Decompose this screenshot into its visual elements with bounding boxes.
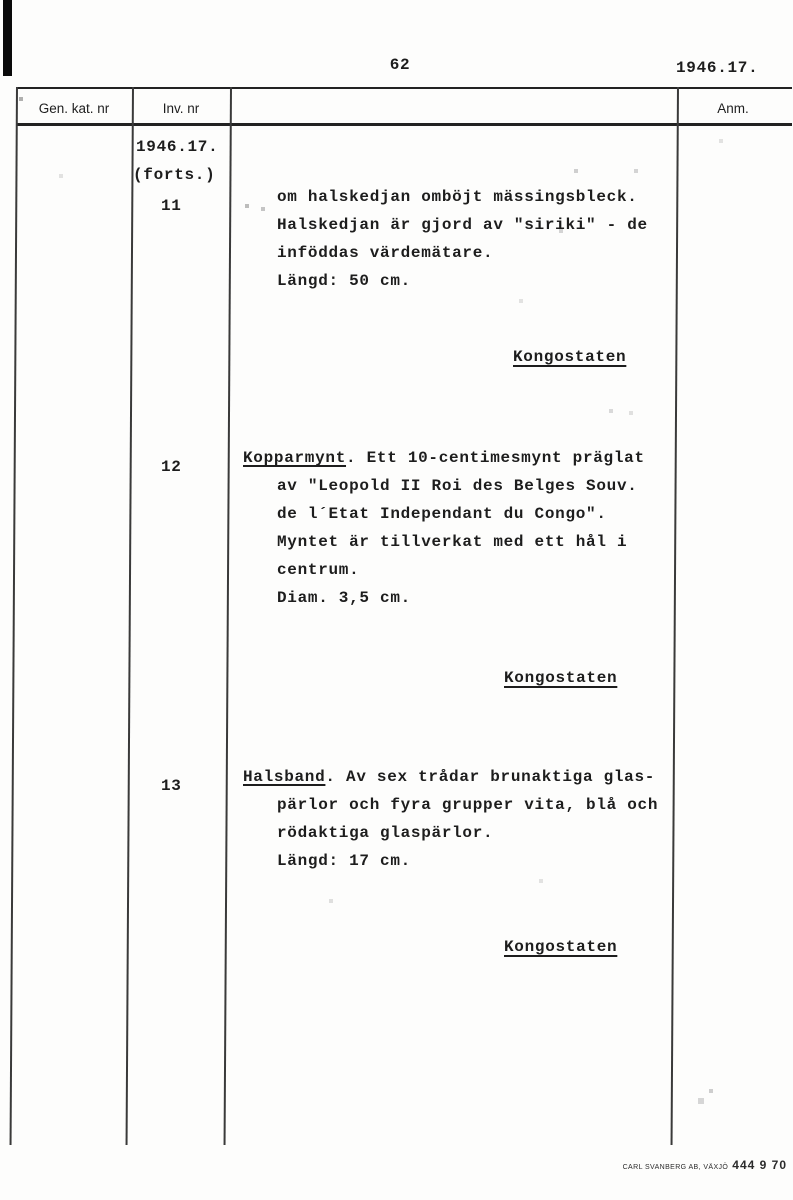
column-divider-gen-inv (126, 87, 134, 1145)
column-header-inv-nr: Inv. nr (162, 101, 200, 116)
entry-11-line: Halskedjan är gjord av "siriki" - de (277, 216, 648, 234)
table-left-border (10, 87, 18, 1145)
entry-12-line: Myntet är tillverkat med ett hål i (277, 533, 628, 551)
inv-column-catalog-ref: 1946.17. (136, 138, 219, 156)
entry-12-line: centrum. (277, 561, 360, 579)
entry-12-line: de l´Etat Independant du Congo". (277, 505, 607, 523)
inv-column-continuation: (forts.) (133, 166, 216, 184)
entry-13-line: Längd: 17 cm. (277, 852, 411, 870)
entry-13-line (243, 763, 658, 791)
entry-11-line: inföddas värdemätare. (277, 244, 494, 262)
entry-13 (243, 763, 658, 875)
entry-13-keyword: Halsband (243, 768, 326, 786)
page-catalog-ref: 1946.17. (676, 59, 759, 77)
printer-name: CARL SVANBERG AB, VÄXJÖ (622, 1164, 729, 1171)
inv-number-13: 13 (161, 777, 182, 795)
entry-11-provenance: Kongostaten (513, 348, 627, 366)
entry-12-provenance: Kongostaten (504, 669, 618, 687)
entry-13-line: pärlor och fyra grupper vita, blå och (277, 796, 659, 814)
printer-code: 444 9 70 (732, 1158, 787, 1172)
entry-11 (277, 183, 648, 295)
column-divider-main-anm (671, 87, 679, 1145)
entry-12-line: Diam. 3,5 cm. (277, 589, 411, 607)
inv-number-12: 12 (161, 458, 182, 476)
column-divider-inv-main (224, 87, 232, 1145)
column-header-gen-kat-nr: Gen. kat. nr (38, 101, 110, 116)
entry-12-line-rest: . Ett 10-centimesmynt präglat (346, 449, 645, 467)
entry-13-line: rödaktiga glaspärlor. (277, 824, 494, 842)
entry-12-line (243, 444, 645, 472)
entry-11-line: om halskedjan omböjt mässingsbleck. (277, 188, 638, 206)
binding-mark (3, 0, 12, 76)
entry-12-keyword: Kopparmynt (243, 449, 347, 467)
scan-noise (0, 0, 2, 2)
entry-12-line: av "Leopold II Roi des Belges Souv. (277, 477, 638, 495)
entry-12 (243, 444, 645, 612)
printer-imprint (623, 1156, 787, 1174)
entry-11-line: Längd: 50 cm. (277, 272, 411, 290)
entry-13-line-rest: . Av sex trådar brunaktiga glas- (325, 768, 656, 786)
inv-number-11: 11 (161, 197, 182, 215)
page-number: 62 (389, 56, 411, 74)
entry-13-provenance: Kongostaten (504, 938, 618, 956)
column-header-anm: Anm. (717, 101, 749, 116)
